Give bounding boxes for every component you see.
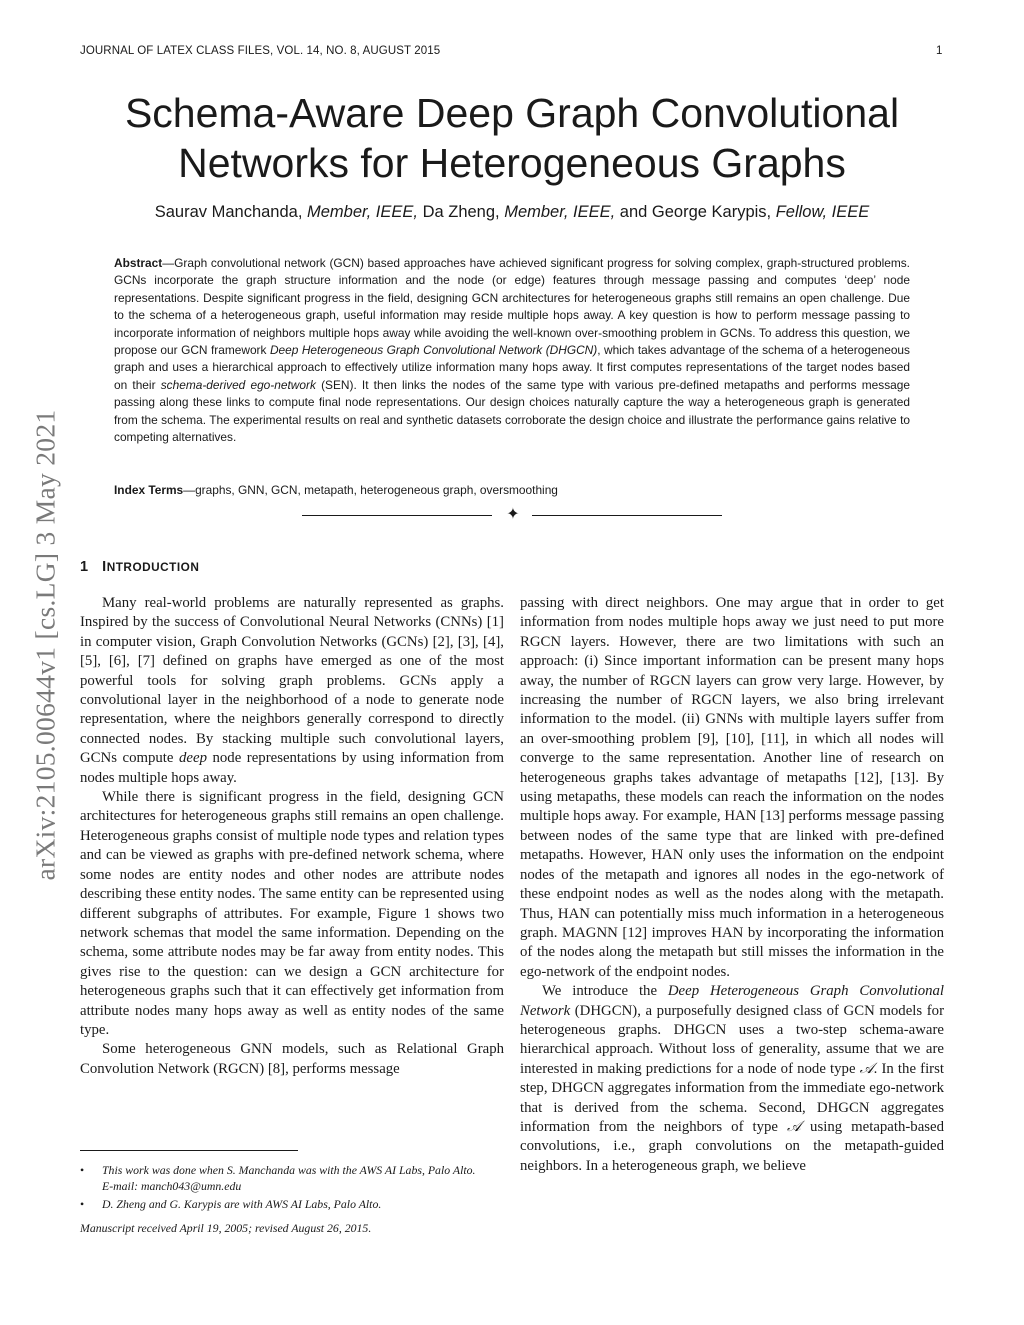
footnote-bullet-2: • [80, 1197, 85, 1211]
section-number: 1 [80, 559, 89, 575]
separator-line-left [302, 515, 492, 516]
left-paragraph-1 [80, 594, 504, 788]
right-p2-symbol-1: 𝒜 [859, 1060, 874, 1077]
left-p1-text-b: node representations by using information from nodes multiple hops away. [80, 750, 504, 786]
footnote-1-text: This work was done when S. Manchanda was with the AWS AI Labs, Palo Alto. [102, 1163, 476, 1177]
abstract [114, 255, 910, 446]
left-paragraph-3: Some heterogeneous GNN models, such as Relational Graph Convolution Network (RGCN) [8], performs message [80, 1041, 504, 1077]
left-p1-italic: deep [179, 750, 207, 767]
abstract-text-2: , which takes advantage of the schema of a heterogeneous graph and uses a hierarchical approach to effectively utilize information many hops away. It first computes representations of the target nodes based on their [114, 343, 910, 392]
abstract-italic-2: schema-derived ego-network [160, 377, 316, 392]
abstract-text-1: —Graph convolutional network (GCN) based approaches have achieved significant progress for solving complex, graph-structured problems. GCNs incorporate the graph structure information and the node (or edge) features through message passing and computes ‘deep’ node representations. Despite significant progress in the field, designing GCN architectures for heterogeneous graphs still remains an open challenge. Due to the schema of a heterogeneous graph, useful information may reside multiple hops away. A key question is how to perform message passing to incorporate information of neighbors multiple hops away while avoiding the well-known over-smoothing problem in GCNs. To address this question, we propose our GCN framework [114, 256, 910, 358]
author-2-name: Da Zheng, [422, 203, 500, 221]
author-1-role: Member, IEEE, [307, 203, 418, 221]
right-p2-symbol-2: 𝒜 [787, 1118, 802, 1135]
journal-header: JOURNAL OF LATEX CLASS FILES, VOL. 14, NO. 8, AUGUST 2015 [80, 45, 441, 57]
right-column [520, 594, 944, 1176]
left-column [80, 594, 504, 1079]
left-paragraph-2: While there is significant progress in the field, designing GCN architectures for heterogeneous graphs still remains an open challenge. Heterogeneous graphs consist of multiple node types and relation types and can be viewed as graphs with pre-defined network schema, where some nodes are entity nodes and other nodes are attribute nodes describing these entity nodes. The same entity can be represented using different subgraphs of attributes. For example, Figure 1 shows two network schemas that model the same information. Depending on the schema, some attribute nodes may be far away from entity nodes. This gives rise to the question: can we design a GCN architecture for heterogeneous graphs such that it can effectively get information from attribute nodes many hops away as well as entity nodes of the same type. [80, 789, 504, 1038]
author-1-name: Saurav Manchanda, [154, 203, 303, 221]
page-number: 1 [936, 45, 943, 57]
left-p1-text-a: Many real-world problems are naturally represented as graphs. Inspired by the success of Convolutional Neural Networks (CNNs) [1] in computer vision, Graph Convolution Networks (GCNs) [2], [3], [4], [5], [6], [7] defined on graphs have emerged as one of the most powerful tools for solving graph problems. GCNs apply a convolutional layer in the neighborhood of a node to generate node representation, where the neighbors generally correspond to directly connected nodes. By stacking multiple such convolutional layers, GCNs compute [80, 595, 504, 767]
right-p2-text-c: . In the first step, DHGCN aggregates information from the immediate ego-network that is derived from the schema. Second, DHGCN aggregates information from the neighbors of type [520, 1060, 944, 1135]
separator-diamond-icon: ✦ [506, 506, 520, 523]
index-terms-label: Index Terms [114, 483, 184, 497]
arxiv-stamp [20, 360, 70, 930]
separator-line-right [532, 515, 722, 516]
right-p2-text-a: We introduce the [542, 983, 668, 1000]
title-line-2: Networks for Heterogeneous Graphs [178, 140, 846, 186]
section-title-initial: I [102, 559, 107, 575]
footnote-bullet-1: • [80, 1163, 85, 1177]
right-p2-text-b: (DHGCN), a purposefully designed class of GCN models for heterogeneous graphs. DHGCN uses a two-step schema-aware hierarchical approach. Without loss of generality, assume that we are interested in making predictions for a node of node type [520, 1002, 944, 1077]
section-separator [302, 505, 722, 525]
paper-title [80, 88, 944, 188]
author-2-role: Member, IEEE, [504, 203, 616, 221]
author-list [80, 203, 944, 222]
manuscript-note: Manuscript received April 19, 2005; revised August 26, 2015. [80, 1221, 372, 1235]
abstract-text-3: (SEN). It then links the nodes of the same type with various pre-defined metapaths and performs message passing along these links to compute final node representations. Our design choices naturally capture the way a heterogeneous graph is generated from the schema. The experimental results on real and synthetic datasets corroborate the design choice and illustrate the performance gains relative to competing alternatives. [114, 377, 911, 445]
section-title-rest: NTRODUCTION [106, 560, 200, 574]
right-paragraph-1: passing with direct neighbors. One may argue that in order to get information from nodes multiple hops away we just need to put more RGCN layers. However, there are two limitations with such an approach: (i) Since important information can be present many hops away, the number of RGCN layers can grow very large. However, by increasing the number of RGCN layers, we also bring irrelevant information to the model. (ii) GNNs with multiple layers suffer from an over-smoothing problem [9], [10], [11], in which all nodes will converge to the same representation. Another line of research on heterogeneous graphs takes advantage of metapaths [12], [13]. By using metapaths, these models can reach the information on the nodes multiple hops away. For example, HAN [13] performs message passing between nodes of the same type that are linked with pre-defined metapaths. However, HAN only uses the information on the endpoint nodes of the metapath and ignores all nodes in the ego-network of these endpoint nodes as well as the nodes along with the metapath. Thus, HAN can potentially miss much information in a heterogeneous graph. MAGNN [12] improves HAN by incorporating the information of the nodes along the metapath but still misses the information in the ego-network of the endpoint nodes. [520, 595, 944, 980]
title-line-1: Schema-Aware Deep Graph Convolutional [124, 90, 900, 136]
footnote-1 [80, 1162, 504, 1194]
right-p2-italic: Deep Heterogeneous Graph Convolutional Network [520, 983, 944, 1019]
right-paragraph-2 [520, 982, 944, 1176]
footnote-1-email: E-mail: manch043@umn.edu [102, 1179, 242, 1193]
footnote-rule [80, 1150, 298, 1151]
abstract-label: Abstract [114, 256, 163, 270]
footnote-2-text: D. Zheng and G. Karypis are with AWS AI Labs, Palo Alto. [102, 1197, 382, 1211]
footnote-2 [80, 1196, 504, 1212]
right-p2-text-d: using metapath-based convolutions, i.e., graph convolutions on the metapath-guided neighbors. In a heterogeneous graph, we believe [520, 1118, 944, 1174]
arxiv-stamp-text: arXiv:2105.00644v1 [cs.LG] 3 May 2021 [29, 409, 60, 881]
author-3-name: and George Karypis, [619, 203, 772, 221]
section-heading [80, 559, 199, 575]
abstract-italic-1: Deep Heterogeneous Graph Convolutional Network (DHGCN) [269, 343, 598, 358]
author-3-role: Fellow, IEEE [775, 203, 870, 221]
index-terms-text: —graphs, GNN, GCN, metapath, heterogeneous graph, oversmoothing [183, 483, 558, 497]
footnotes [80, 1162, 504, 1236]
index-terms [114, 482, 910, 499]
